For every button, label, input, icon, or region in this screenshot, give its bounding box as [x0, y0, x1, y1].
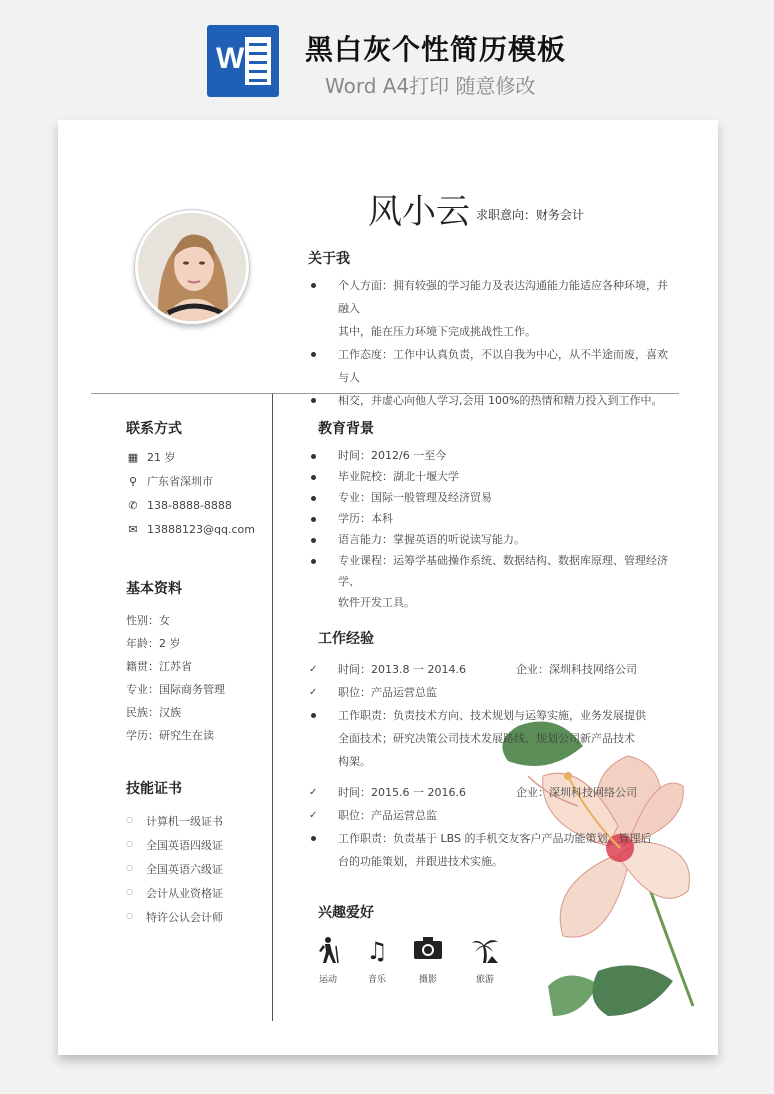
hobby-label: 旅游 — [475, 975, 494, 985]
list-item: 全面技术；研究决策公司技术发展路线、规划公司新产品技术 — [338, 732, 635, 745]
word-icon-letter: W — [216, 42, 245, 75]
basic-info-item: 民族：汉族 — [126, 706, 181, 719]
education-heading: 教育背景 — [318, 421, 374, 437]
work-list-2 — [308, 781, 688, 873]
list-item: 语言能力：掌握英语的听说读写能力。 — [308, 529, 688, 550]
list-item: 毕业院校：湖北十堰大学 — [308, 466, 688, 487]
hobby-label: 摄影 — [418, 975, 437, 985]
template-subtitle: Word A4打印 随意修改 — [325, 74, 536, 98]
work-list — [308, 658, 688, 773]
basic-info-item: 性别：女 — [126, 614, 170, 627]
hobby-label: 音乐 — [367, 975, 386, 985]
basic-info-item: 学历：研究生在读 — [126, 729, 214, 742]
skill-item: ○ 会计从业资格证 — [126, 885, 223, 901]
list-item: 软件开发工具。 — [338, 596, 415, 609]
list-item: 构架。 — [338, 755, 371, 768]
palm-tree-icon — [460, 936, 510, 966]
company-name: 企业：深圳科技网络公司 — [516, 786, 637, 799]
work-heading: 工作经验 — [318, 631, 374, 647]
list-item: 台的功能策划，并跟进技术实施。 — [338, 855, 503, 868]
contact-age: ▦ 21 岁 — [126, 448, 266, 468]
hobby-photography — [403, 936, 453, 985]
contact-location: ⚲ 广东省深圳市 — [126, 472, 266, 492]
contact-heading: 联系方式 — [126, 421, 182, 437]
list-item: ✓ 时间：2015.6 一 2016.6 企业：深圳科技网络公司 — [308, 781, 688, 804]
hobby-music — [352, 936, 402, 985]
basic-info-item: 专业：国际商务管理 — [126, 683, 225, 696]
contact-email: ✉ 13888123@qq.com — [126, 520, 266, 540]
word-icon — [207, 25, 279, 97]
hiking-icon — [303, 936, 353, 966]
skills-heading: 技能证书 — [126, 781, 182, 797]
skill-item: ○ 全国英语四级证 — [126, 837, 223, 853]
template-title: 黑白灰个性简历模板 — [305, 33, 567, 66]
divider-vertical — [272, 394, 273, 1021]
profile-photo — [135, 210, 249, 324]
list-item: ✓ 职位：产品运营总监 — [308, 681, 688, 704]
list-item: ✓ 职位：产品运营总监 — [308, 804, 688, 827]
basic-info-item: 年龄：2 岁 — [126, 637, 181, 650]
education-list — [308, 445, 688, 613]
list-item: 时间：2012/6 一至今 — [308, 445, 688, 466]
contact-phone: ✆ 138-8888-8888 — [126, 496, 266, 516]
list-item: 专业课程：运筹学基础操作系统、数据结构、数据库原理、管理经济学、 — [308, 550, 688, 592]
hobbies-heading: 兴趣爱好 — [318, 905, 374, 921]
basic-info-item: 籍贯：江苏省 — [126, 660, 192, 673]
list-item: 工作职责：负责基于 LBS 的手机交友客户产品功能策划、管理后 — [308, 827, 688, 850]
about-heading: 关于我 — [308, 251, 350, 267]
job-intent: 求职意向：财务会计 — [476, 208, 585, 222]
calendar-icon: ▦ — [127, 451, 139, 464]
hobby-travel — [460, 936, 510, 985]
music-icon: ♫ — [366, 937, 388, 965]
resume-page — [58, 120, 718, 1055]
hobby-sport — [303, 936, 353, 985]
list-item: 相交，并虚心向他人学习,会用 100%的热情和精力投入到工作中。 — [308, 389, 678, 412]
list-item: 工作态度：工作中认真负责，不以自我为中心，从不半途而废，喜欢与人 — [308, 343, 678, 389]
list-item: 其中，能在压力环境下完成挑战性工作。 — [338, 325, 536, 338]
list-item: ✓ 时间：2013.8 一 2014.6 企业：深圳科技网络公司 — [308, 658, 688, 681]
company-name: 企业：深圳科技网络公司 — [516, 663, 637, 676]
camera-icon — [403, 936, 453, 966]
list-item: 个人方面：拥有较强的学习能力及表达沟通能力能适应各种环境，并融入 — [308, 274, 678, 320]
hobby-label: 运动 — [318, 975, 337, 985]
list-item: 专业：国际一般管理及经济贸易 — [308, 487, 688, 508]
divider-horizontal — [91, 393, 679, 394]
skill-item: ○ 计算机一级证书 — [126, 813, 223, 829]
candidate-name: 风小云 — [368, 192, 470, 232]
list-item: 学历：本科 — [308, 508, 688, 529]
template-header — [0, 0, 774, 118]
skill-item: ○ 特许公认会计师 — [126, 909, 223, 925]
list-item: 工作职责：负责技术方向、技术规划与运筹实施，业务发展提供 — [308, 704, 688, 727]
about-list — [308, 274, 678, 412]
basic-info-heading: 基本资料 — [126, 581, 182, 597]
location-pin-icon: ⚲ — [128, 475, 138, 488]
mail-icon: ✉ — [128, 523, 138, 536]
phone-icon: ✆ — [128, 499, 138, 512]
skill-item: ○ 全国英语六级证 — [126, 861, 223, 877]
